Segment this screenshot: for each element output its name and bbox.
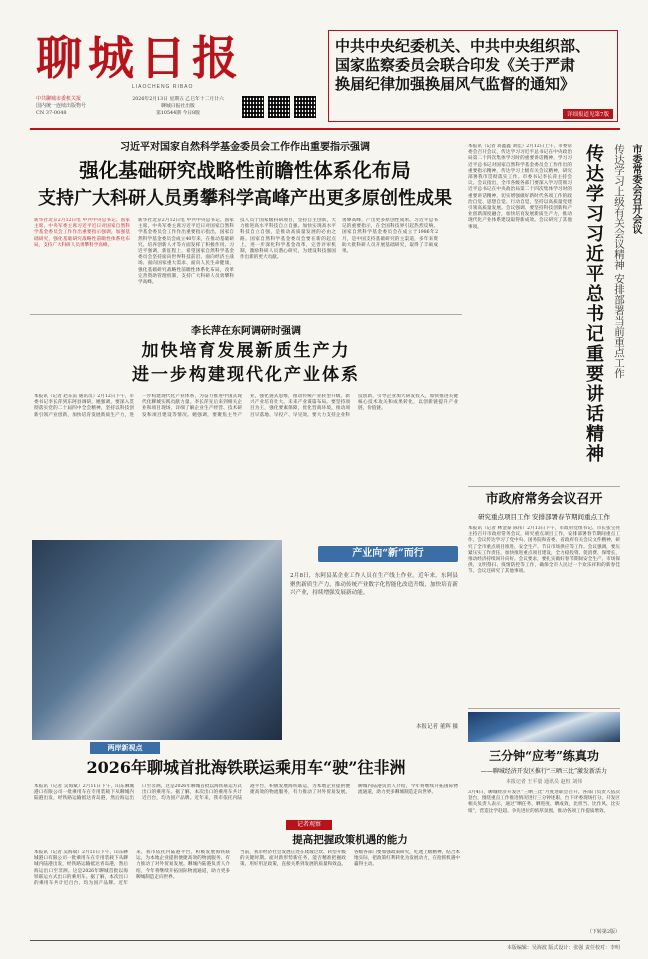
article6-continued: （下转第2版） xyxy=(586,929,620,935)
headline-line: 换届纪律加强换届风气监督的通知》 xyxy=(335,75,576,93)
headline-line: 中共中央纪委机关、中共中央组织部、 xyxy=(335,37,591,55)
masthead-pinyin: LIAOCHENG RIBAO xyxy=(132,84,194,90)
divider xyxy=(468,708,620,709)
qr-code-icon xyxy=(294,96,316,118)
article1-kicker: 习近平对国家自然科学基金委员会工作作出重要指示强调 xyxy=(120,142,370,153)
date-line: 2026年2月13日 星期五 乙巳年十二月廿六 xyxy=(132,97,224,102)
article1-title-1: 强化基础研究战略性前瞻性体系化布局 xyxy=(79,159,411,182)
article2-kicker: 李长萍在东阿调研时强调 xyxy=(191,326,301,337)
cn-code: CN 37-0048 xyxy=(36,110,67,116)
article4-body: 本报讯（记者 吴海斌）2月11日下午，山东聊城港口有限公司一批乘用车在专用装载下从聊城内陆港出发，经铁路运输抵达青岛港，然后海运出口至非洲。这是2026年聊城首批以海铁联运方式出口的乘用车。据了解，本次出口的乘用车共计近百台，均为国产品牌。近年来，我市依托内陆港平台，积极发展海铁联运，为本地企业提供便捷高效的物流服务，有力推动了对外贸易发展。聊城内陆港负责人介绍，今年将继续开拓国际物流通道，助力更多聊城制造走向世界。 xyxy=(34,784,458,802)
sidebar-body: 本报讯（记者 蒋鑫鑫 刘佳）2月12日上午，市委常委会召开会议，传达学习习近平总书记在中央政治局第二十四次集体学习时的重要讲话精神，学习习近平总书记对国家自然科学基金委员会工作作出的重要指示精神，传达学习上级有关会议精神，研究部署我市贯彻落实工作。市委书记李长萍主持会议。会议指出，全市各级各部门要深入学习贯彻习近平总书记在中央政治局第二十四次集体学习时的重要讲话精神，切实增强做好新时代各项工作的政治自觉、思想自觉、行动自觉，坚持以高质量党建引领高质量发展。会议强调，要坚持科技创新和产业创新深度融合，加快培育发展新质生产力，推动现代化产业体系建设取得新成效。会议研究了其他事项。 xyxy=(468,144,572,230)
article5-tag xyxy=(286,820,332,830)
article5-body: 当前，我市经济社会发展正处在爬坡过坎、转型升级的关键时期。面对新形势新任务，能否精准把握政策、用好用足政策，直接关系到发展的质量和效益。各级各部门要加强政策研究，吃透上级精神，结合本地实际，把政策红利转化为发展动力，在抢抓机遇中赢得主动。 xyxy=(240,850,460,868)
article1-body-3: 勇攀高峰，产出更多原创性成果。习近平总书记的重要指示，在全国科技界引起热烈反响。国家自然科学基金委员会在成立于1986年2月，是中国支持基础研究的主渠道，多年来资助大批科研人员开展基础研究，取得了丰硕成果。 xyxy=(342,218,438,255)
article6-photo xyxy=(468,712,620,742)
article4-extra-body: 本报讯（记者 吴海斌）2月11日下午，山东聊城港口有限公司一批乘用车在专用装载下从聊城内陆港出发，经铁路运输抵达青岛港，然后海运出口至非洲。这是2026年聊城首批以海铁联运方式出口的乘用车。据了解，本次出口的乘用车共计近百台，均为国产品牌。近年来，我市依托内陆港平台，积极发展海铁联运，为本地企业提供便捷高效的物流服务，有力推动了对外贸易发展。聊城内陆港负责人介绍，今年将继续开拓国际物流通道，助力更多聊城制造走向世界。 xyxy=(34,850,230,887)
article6-title: 三分钟“应考”练真功 xyxy=(489,749,599,763)
publisher: 中共聊城市委机关报 xyxy=(36,96,82,102)
article2-title-1: 加快培育发展新质生产力 xyxy=(141,341,351,361)
footer-text: 本版编辑：吴海波 版式设计：张强 责任校对：李明 xyxy=(506,945,620,951)
sidebar-vert-title: 传达学习习近平总书记重要讲话精神 xyxy=(583,144,604,464)
masthead-title: 聊城日报 xyxy=(36,31,244,85)
jump-link[interactable]: 详细报道见第7版 xyxy=(563,109,613,119)
footer-divider xyxy=(30,940,620,941)
article2-title-2: 进一步构建现代化产业体系 xyxy=(132,365,360,385)
domestic-code: 国内统一连续出版物号 xyxy=(36,103,87,109)
publisher-block xyxy=(36,96,116,117)
article6-subtitle: ——聊城经济开发区推行“三晒三比”激发新活力 xyxy=(480,768,608,775)
headline-box xyxy=(328,30,618,122)
factory-photo xyxy=(32,540,282,740)
sidebar-vert-sub: 传达学习上级有关会议精神 安排部署当前重点工作 xyxy=(613,144,625,379)
article6-byline: 本报记者 王平量 通讯员 赵恒 刘伟 xyxy=(505,779,583,785)
qr-code-icon xyxy=(242,96,264,118)
article3-title: 市政府常务会议召开 xyxy=(485,492,603,507)
article3-subtitle: 研究重点项目工作 安排部署春节期间重点工作 xyxy=(477,513,611,521)
photo-caption: 2月8日，东阿县某企业工作人员在生产线上作业。近年来，东阿县聚焦新质生产力，推动传统产业数字化智能化改造升级，加快培育新兴产业，持续增强发展新动能。 xyxy=(290,573,458,597)
divider xyxy=(468,486,620,487)
article2-body: 本报讯（记者 赵东雷 通讯员）2月12日下午，市委书记李长萍到东阿县调研，她强调，要深入贯彻落实党的二十届四中全会精神，坚持以科技创新引领产业创新，加快培育发展新质生产力，进一步构建现代化产业体系，为奋力推进中国式现代化聊城实践贡献力量。李长萍先后来到相关企业和项目现场，详细了解企业生产经营、技术研发和项目建设等情况。她强调，要聚焦主导产业，强化链式思维，推动传统产业转型升级、新兴产业培育壮大、未来产业谋篇布局。要坚持项目为王，强化要素保障，优化营商环境，推动项目早落地、早投产、早见效。要大力支持企业科技创新，引导企业加大研发投入，加快推进关键核心技术攻关和成果转化，以创新链提升产业链、价值链。 xyxy=(34,394,458,418)
article1-title-2: 支持广大科研人员勇攀科学高峰产出更多原创性成果 xyxy=(38,188,452,209)
article4-banner-text: 两岸新视点 xyxy=(107,743,143,752)
edition-line: 聊城日报社出版 xyxy=(161,104,195,109)
article3-body: 本报讯（记者 林金泰 陈伟）2月13日下午，市政府党组书记、市长张宝亮主持召开市政府常务会议，研究重点项目工作，安排部署春节期间重点工作。会议传达学习了党中央、国务院和省委、省政府有关会议文件精神，研究了全市重点项目推进、安全生产、节日市场供应等工作。会议强调，要压紧压实工作责任，加快推进重点项目建设，全力稳投资、促消费、保增长，推动经济持续回升向好。会议要求，要扎实做好春节期间安全生产、市场保供、文明祭扫、疫情防控等工作，确保全市人民过一个欢乐祥和的新春佳节。会议还研究了其他事项。 xyxy=(468,526,620,575)
article1-lead: 新华社北京2月12日电 中共中央总书记、国家主席、中央军委主席习近平近日对国家自然科学基金委员会工作作出重要指示强调，加强基础研究，强化基础研究战略性前瞻性体系化布局，支持广大科研人员勇攀科学高峰。 xyxy=(34,218,130,248)
article5-title: 提高把握政策机遇的能力 xyxy=(292,834,408,846)
divider xyxy=(30,314,462,315)
photo-credit: 本报记者 董辉 摄 xyxy=(416,724,458,730)
photo-tag-text: 产业向“新”而行 xyxy=(352,548,424,559)
article5-tag-text: 记者观察 xyxy=(296,821,321,828)
headline-line: 国家监察委员会联合印发《关于严肃 xyxy=(335,56,576,74)
article1-body-2: 技人员于国家级科研项目，坚持自主创新，大力推进高水平科技自立自强。加快实现高水平科技自立自强，是推动高质量发展的必由之路。国家自然科学基金委员会要在新的起点上，进一步深化科学基金改革，完善评审机制，激励科研人员潜心研究，为建设科技强国作出新的更大贡献。 xyxy=(240,218,336,261)
article1-body-1: 新华社北京2月12日电 中共中央总书记、国家主席、中央军委主席习近平近日对国家自然科学基金委员会工作作出重要指示指出，国家自然科学基金委员会成立40年来，在推动基础研究、培养创新人才等方面发挥了积极作用。习近平强调，新征程上，希望国家自然科学基金委员会坚持面向世界科技前沿、面向经济主战场、面向国家重大需求、面向人民生命健康，强化基础研究战略性前瞻性体系化布局，改革完善资助管理机制，支持广大科研人员勇攀科学高峰。 xyxy=(138,218,234,286)
masthead-divider xyxy=(30,128,620,130)
date-block xyxy=(124,96,232,117)
article4-title: 2026年聊城首批海铁联运乘用车“驶”往非洲 xyxy=(86,758,406,777)
photo-tag xyxy=(318,546,458,562)
article6-body: 3月4日，聊城经济开发区“三晒三比”月度述职会召开。各部门负责人依次登台，围绕重点工作推进情况进行三分钟述职，台下评委现场打分。开发区相关负责人表示，通过“晒任务、晒进度、晒成效，比担当、比作风、比实绩”，营造比学赶超、争先进位的浓厚氛围，推动各项工作提质增效。 xyxy=(468,790,620,814)
qr-code-icon xyxy=(268,96,290,118)
issue-line: 第10544期 今日8版 xyxy=(156,111,200,116)
article4-banner xyxy=(90,742,160,754)
sidebar-vert-kicker: 市委常委会召开会议 xyxy=(630,144,641,234)
